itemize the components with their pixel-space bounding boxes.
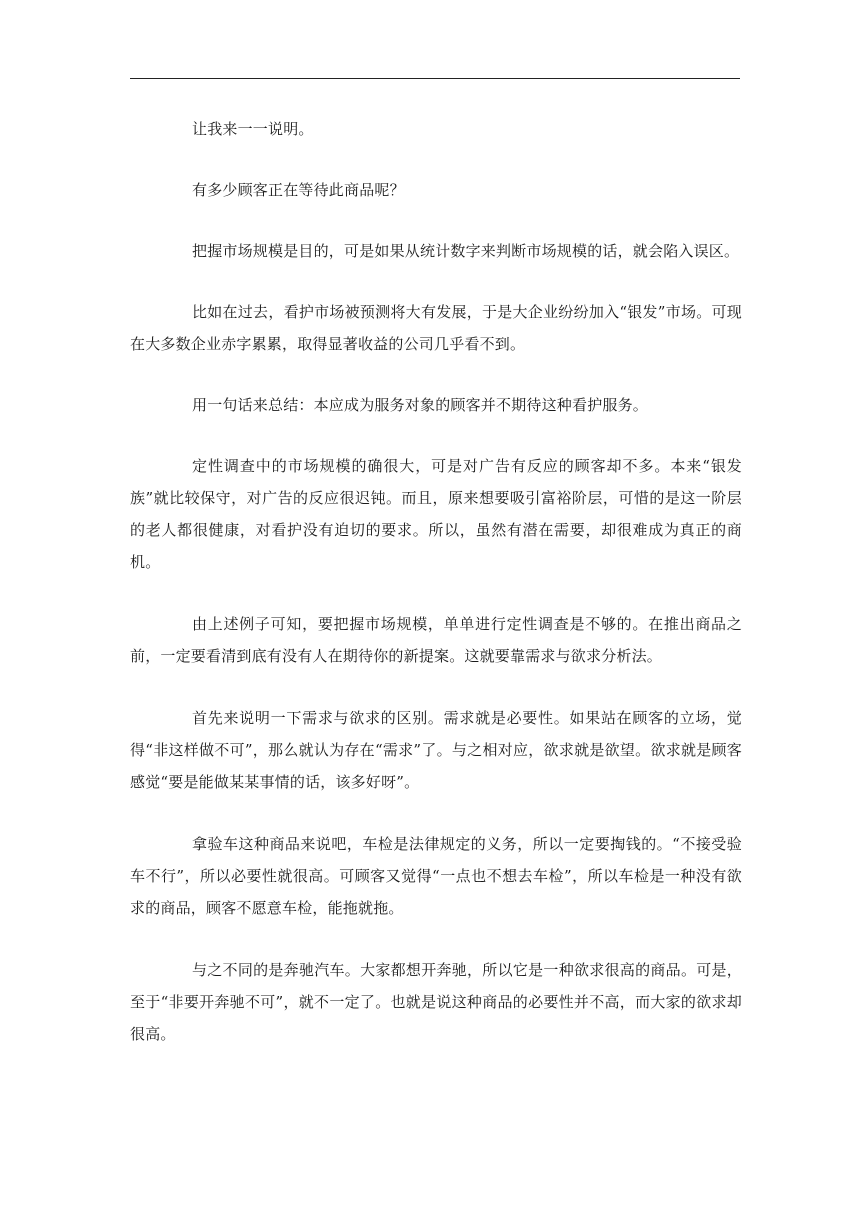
paragraph: 用一句话来总结：本应成为服务对象的顾客并不期待这种看护服务。 [192,396,649,414]
paragraph: 有多少顾客正在等待此商品呢？ [192,181,405,199]
paragraph: 由上述例子可知，要把握市场规模，单单进行定性调查是不够的。在推出商品之前，一定要看清到底有没有人在期待你的新提案。这就要靠需求与欲求分析法。 [130,615,742,665]
paragraph: 让我来一一说明。 [192,120,314,138]
paragraph: 与之不同的是奔驰汽车。大家都想开奔驰，所以它是一种欲求很高的商品。可是，至于“非要开奔驰不可”，就不一定了。也就是说这种商品的必要性并不高，而大家的欲求却很高。 [130,961,742,1043]
paragraph: 拿验车这种商品来说吧，车检是法律规定的义务，所以一定要掏钱的。“不接受验车不行”，所以必要性就很高。可顾客又觉得“一点也不想去车检”，所以车检是一种没有欲求的商品，顾客不愿意车检，能拖就拖。 [130,835,742,917]
paragraph: 首先来说明一下需求与欲求的区别。需求就是必要性。如果站在顾客的立场，觉得“非这样做不可”，那么就认为存在“需求”了。与之相对应，欲求就是欲望。欲求就是顾客感觉“要是能做某某事情的话，该多好呀”。 [130,709,742,791]
paragraph: 把握市场规模是目的，可是如果从统计数字来判断市场规模的话，就会陷入误区。 [192,242,740,260]
document-body [130,113,742,1050]
header-rule [130,78,740,79]
paragraph: 定性调查中的市场规模的确很大，可是对广告有反应的顾客却不多。本来“银发族”就比较保守，对广告的反应很迟钝。而且，原来想要吸引富裕阶层，可惜的是这一阶层的老人都很健康，对看护没有迫切的要求。所以，虽然有潜在需要，却很难成为真正的商机。 [130,457,742,571]
paragraph: 比如在过去，看护市场被预测将大有发展，于是大企业纷纷加入“银发”市场。可现在大多数企业赤字累累，取得显著收益的公司几乎看不到。 [130,303,742,353]
